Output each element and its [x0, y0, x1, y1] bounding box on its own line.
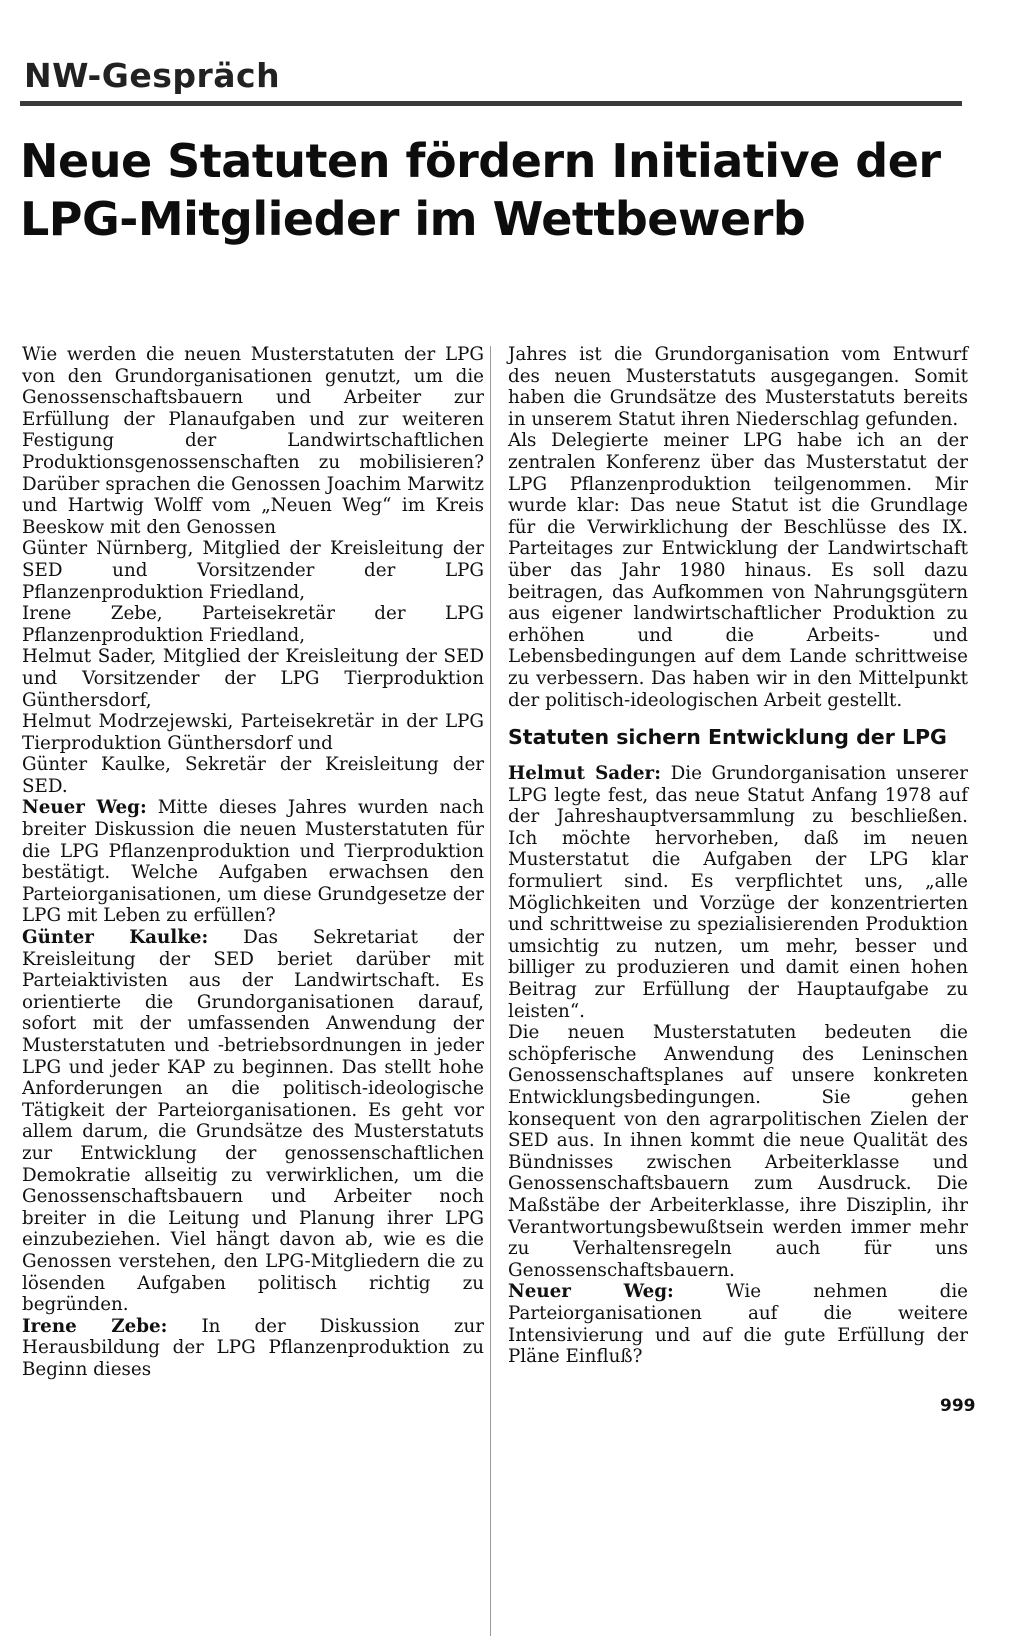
paragraph	[22, 538, 484, 603]
paragraph-text: Wie nehmen die Parteiorganisationen auf die weitere Intensivierung und auf die gute Erfüllung der Pläne Einfluß?	[508, 1281, 968, 1368]
section-rubric: NW-Gespräch	[24, 56, 281, 95]
speaker: Irene Zebe:	[22, 1315, 168, 1337]
paragraph	[508, 430, 968, 711]
header-rule	[20, 101, 962, 106]
paragraph-text: Irene Zebe, Parteisekretär der LPG Pflanzenproduktion Friedland,	[22, 603, 484, 646]
paragraph-text: Die Grundorganisation unserer LPG legte fest, das neue Statut Anfang 1978 auf der Jahreshauptversammlung zu beschließen. Ich möchte hervorheben, daß im neuen Musterstatut die Aufgaben der LPG klar formuliert sind. Es verpflichtet uns, „alle Möglichkeiten und Vorzüge der konzentrierten und schrittweise zu spezialisierenden Produktion umsichtig zu nutzen, um mehr, besser und billiger zu produzieren und damit einen hohen Beitrag zur Erfüllung der Hauptaufgabe zu leisten“.	[508, 763, 968, 1022]
paragraph-text: Helmut Modrzejewski, Parteisekretär in der LPG Tierproduktion Günthersdorf und	[22, 711, 484, 754]
paragraph-text: Wie werden die neuen Musterstatuten der LPG von den Grundorganisationen genutzt, um die Genossenschaftsbauern und Arbeiter zur Erfüllung der Planaufgaben und zur weiteren Festigung der Landwirtschaftlichen Produktionsgenossenschaften zu mobilisieren? Darüber sprachen die Genossen Joachim Marwitz und Hartwig Wolff vom „Neuen Weg“ im Kreis Beeskow mit den Genossen	[22, 344, 484, 538]
speaker: Neuer Weg:	[22, 797, 147, 819]
paragraph	[22, 1316, 484, 1381]
paragraph	[22, 344, 484, 538]
paragraph	[22, 646, 484, 711]
paragraph	[22, 711, 484, 754]
right-column	[508, 344, 968, 1368]
paragraph	[22, 797, 484, 927]
paragraph	[22, 754, 484, 797]
headline: Neue Statuten fördern Initiative der LPG-Mitglieder im Wettbewerb	[20, 134, 941, 246]
subheading: Statuten sichern Entwicklung der LPG	[508, 725, 947, 750]
paragraph	[22, 927, 484, 1316]
paragraph-text: Jahres ist die Grundorganisation vom Entwurf des neuen Musterstatuts ausgegangen. Somit haben die Grundsätze des Musterstatuts bereits in unserem Statut ihren Niederschlag gefunden.	[508, 344, 968, 430]
paragraph-text: Günter Nürnberg, Mitglied der Kreisleitung der SED und Vorsitzender der LPG Pflanzenproduktion Friedland,	[22, 538, 484, 603]
paragraph	[508, 1281, 968, 1367]
speaker: Helmut Sader:	[508, 763, 661, 785]
speaker: Neuer Weg:	[508, 1281, 674, 1303]
paragraph-text: Die neuen Musterstatuten bedeuten die schöpferische Anwendung des Leninschen Genossenschaftsplanes auf unsere konkreten Entwicklungsbedingungen. Sie gehen konsequent von den agrarpolitischen Zielen der SED aus. In ihnen kommt die neue Qualität des Bündnisses zwischen Arbeiterklasse und Genossenschaftsbauern zum Ausdruck. Die Maßstäbe der Arbeiterklasse, ihre Disziplin, ihr Verantwortungsbewußtsein werden immer mehr zu Verhaltensregeln auch für uns Genossenschaftsbauern.	[508, 1022, 968, 1281]
paragraph	[22, 603, 484, 646]
column-divider	[490, 346, 491, 1636]
page-number: 999	[940, 1396, 976, 1416]
paragraph-text: Mitte dieses Jahres wurden nach breiter Diskussion die neuen Musterstatuten für die LPG Pflanzenproduktion und Tierproduktion bestätigt. Welche Aufgaben erwachsen den Parteiorganisationen, um diese Grundgesetze der LPG mit Leben zu erfüllen?	[22, 797, 485, 927]
paragraph-text: Günter Kaulke, Sekretär der Kreisleitung der SED.	[22, 754, 484, 797]
paragraph-text: Das Sekretariat der Kreisleitung der SED beriet darüber mit Parteiaktivisten aus der Landwirtschaft. Es orientierte die Grundorganisationen darauf, sofort mit der umfassenden Anwendung der Musterstatuten und -betriebsordnungen in jeder LPG und jeder KAP zu beginnen. Das stellt hohe Anforderungen an die politisch-ideologische Tätigkeit der Parteiorganisationen. Es geht vor allem darum, die Grundsätze des Musterstatuts zur Entwicklung der genossenschaftlichen Demokratie allseitig zu verwirklichen, um die Genossenschaftsbauern und Arbeiter noch breiter in die Leitung und Planung ihrer LPG einzubeziehen. Viel hängt davon ab, wie es die Genossen verstehen, den LPG-Mitgliedern die zu lösenden Aufgaben politisch richtig zu begründen.	[22, 927, 484, 1316]
paragraph	[508, 763, 968, 1022]
paragraph	[508, 344, 968, 430]
paragraph-text: In der Diskussion zur Herausbildung der LPG Pflanzenproduktion zu Beginn dieses	[22, 1315, 484, 1380]
left-column	[22, 344, 484, 1381]
paragraph	[508, 1022, 968, 1281]
speaker: Günter Kaulke:	[22, 927, 209, 949]
paragraph-text: Helmut Sader, Mitglied der Kreisleitung der SED und Vorsitzender der LPG Tierproduktion Günthersdorf,	[22, 646, 484, 711]
paragraph-text: Als Delegierte meiner LPG habe ich an der zentralen Konferenz über das Musterstatut der LPG Pflanzenproduktion teilgenommen. Mir wurde klar: Das neue Statut ist die Grundlage für die Verwirklichung der Beschlüsse des IX. Parteitages zur Entwicklung der Landwirtschaft über das Jahr 1980 hinaus. Es soll dazu beitragen, das Aufkommen von Nahrungsgütern aus eigener landwirtschaftlicher Produktion zu erhöhen und die Arbeits- und Lebensbedingungen auf dem Lande schrittweise zu verbessern. Das haben wir in den Mittelpunkt der politisch-ideologischen Arbeit gestellt.	[508, 430, 968, 711]
